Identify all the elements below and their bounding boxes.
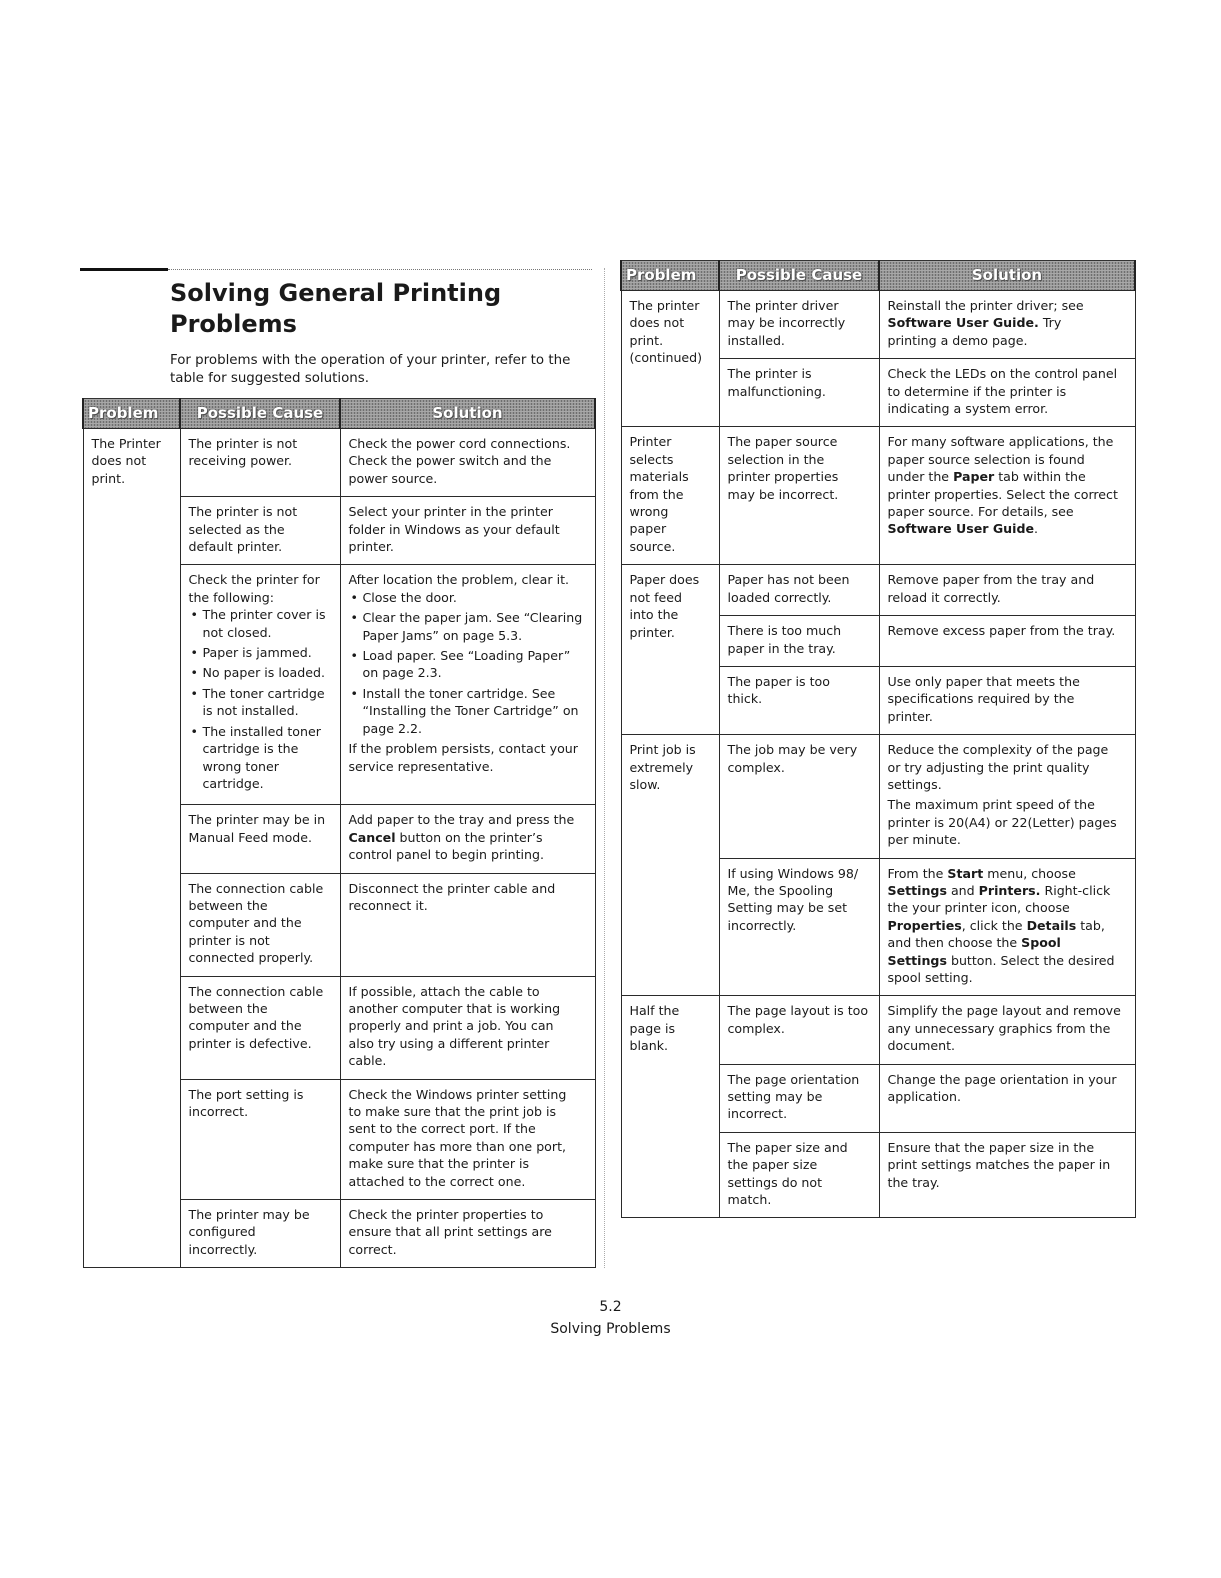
cause-cell: The connection cable between the computer and the printer is not connected properly. (180, 873, 340, 976)
cause-cell: The printer driver may be incorrectly installed. (719, 291, 879, 359)
column-divider (604, 268, 605, 1268)
intro-text: For problems with the operation of your printer, refer to the table for suggested solutions. (170, 353, 571, 386)
table-row (621, 291, 1135, 359)
solution-text: button on the printer’s control panel to begin printing. (348, 829, 545, 863)
solution-text: From the (887, 865, 948, 881)
troubleshooting-table-right (620, 260, 1136, 1218)
solution-bold-text: Spool Settings (887, 935, 1061, 968)
solution-cell: Check the power cord connections. Check the power switch and the power source. (340, 429, 595, 497)
solution-text: The maximum print speed of the printer is 20(A4) or 22(Letter) pages per minute. (887, 797, 1117, 848)
cause-cell: The printer is malfunctioning. (719, 359, 879, 427)
cause-cell: The port setting is incorrect. (180, 1079, 340, 1199)
solution-cell (340, 565, 595, 805)
solution-text: Reinstall the printer driver; see (887, 298, 1084, 313)
troubleshooting-table-left (82, 398, 596, 1268)
header-problem: Problem (83, 399, 180, 429)
header-possible-cause: Possible Cause (719, 261, 879, 291)
cause-cell: Paper has not been loaded correctly. (719, 565, 879, 616)
table-header-row (621, 261, 1135, 291)
solution-cell: Ensure that the paper size in the print settings matches the paper in the tray. (879, 1132, 1135, 1218)
solution-cell: Check the printer properties to ensure that all print settings are correct. (340, 1200, 595, 1268)
solution-text: and (946, 882, 979, 898)
problem-cell: Paper does not feed into the printer. (621, 565, 719, 735)
problem-cell: Half the page is blank. (621, 996, 719, 1218)
list-item: • The toner cartridge is not installed. (203, 685, 332, 720)
cause-intro: Check the printer for the following: (188, 572, 320, 605)
solution-cell: Remove paper from the tray and reload it correctly. (879, 565, 1135, 616)
solution-cell: If possible, attach the cable to another computer that is working properly and print a job. You can also try using a different printer cable. (340, 976, 595, 1079)
list-item: • Clear the paper jam. See “Clearing Paper Jams” on page 5.3. (363, 609, 587, 644)
cause-cell: The printer is not selected as the default printer. (180, 497, 340, 565)
header-problem: Problem (621, 261, 719, 291)
heading-rule-dotted (168, 269, 592, 270)
problem-cell: Print job is extremely slow. (621, 735, 719, 996)
header-solution: Solution (879, 261, 1135, 291)
list-item: • No paper is loaded. (203, 664, 332, 681)
solution-text: For many software applications, the paper source selection is found under the (887, 434, 1114, 485)
solution-cell: Simplify the page layout and remove any unnecessary graphics from the document. (879, 996, 1135, 1064)
cause-cell: The page orientation setting may be incorrect. (719, 1064, 879, 1132)
solution-cell (879, 735, 1135, 858)
table-row (621, 565, 1135, 616)
table-row (621, 427, 1135, 565)
section-name: Solving Problems (550, 1321, 671, 1337)
cause-cell: The printer is not receiving power. (180, 429, 340, 497)
solution-bold-text: Software User Guide (887, 521, 1035, 537)
cause-list (189, 606, 332, 792)
page-title-line2: Problems (170, 310, 297, 338)
cause-cell: The paper source selection in the printer properties may be incorrect. (719, 427, 879, 565)
solution-text: Right-click the your printer icon, choose (887, 882, 1111, 916)
solution-cell: Select your printer in the printer folder in Windows as your default printer. (340, 497, 595, 565)
page-title (170, 278, 590, 340)
header-possible-cause: Possible Cause (180, 399, 340, 429)
problem-cell: Printer selects materials from the wrong paper source. (621, 427, 719, 565)
cause-cell (180, 565, 340, 805)
solution-cell: Remove excess paper from the tray. (879, 616, 1135, 667)
solution-text: Reduce the complexity of the page or try adjusting the print quality settings. (887, 742, 1109, 792)
problem-cell: The Printer does not print. (83, 429, 180, 1268)
solution-cell (879, 858, 1135, 996)
cause-cell: There is too much paper in the tray. (719, 616, 879, 667)
solution-list (349, 589, 587, 737)
solution-text: . (1034, 521, 1039, 537)
page-number: 5.2 (599, 1299, 622, 1315)
heading-rule-black (80, 268, 168, 271)
solution-bold-text: Cancel (348, 829, 396, 845)
solution-bold-text: Printers. (978, 882, 1041, 898)
solution-bold-text: Start (947, 865, 984, 881)
cause-cell: The connection cable between the computer and the printer is defective. (180, 976, 340, 1079)
solution-outro: If the problem persists, contact your service representative. (348, 741, 578, 774)
solution-cell: Check the Windows printer setting to make sure that the print job is sent to the correct port. If the computer has more than one port, make sure that the printer is attached to the correct one. (340, 1079, 595, 1199)
list-item: • Paper is jammed. (203, 644, 332, 661)
solution-intro: After location the problem, clear it. (348, 572, 570, 588)
table-row (621, 735, 1135, 858)
solution-text: button. Select the desired spool setting. (887, 952, 1115, 985)
solution-cell: Check the LEDs on the control panel to determine if the printer is indicating a system error. (879, 359, 1135, 427)
solution-bold-text: Details (1026, 917, 1077, 933)
list-item: • Close the door. (363, 589, 587, 606)
cause-cell: If using Windows 98/ Me, the Spooling Setting may be set incorrectly. (719, 858, 879, 996)
cause-cell: The page layout is too complex. (719, 996, 879, 1064)
list-item: • The installed toner cartridge is the wrong toner cartridge. (203, 723, 332, 793)
list-item: • The printer cover is not closed. (203, 606, 332, 641)
cause-cell: The paper is too thick. (719, 666, 879, 734)
table-row (621, 996, 1135, 1064)
table-row (83, 429, 595, 497)
list-item: • Install the toner cartridge. See “Installing the Toner Cartridge” on page 2.2. (363, 685, 587, 737)
solution-text: tab, and then choose the (887, 917, 1105, 951)
solution-text: , click the (961, 917, 1027, 933)
table-header-row (83, 399, 595, 429)
solution-bold-text: Software User Guide. (887, 315, 1039, 331)
solution-cell (340, 805, 595, 873)
solution-text: Add paper to the tray and press the (348, 812, 575, 828)
solution-text: menu, choose (987, 865, 1076, 881)
solution-cell (879, 291, 1135, 359)
cause-cell: The paper size and the paper size settings do not match. (719, 1132, 879, 1218)
problem-cell: The printer does not print. (continued) (621, 291, 719, 427)
cause-cell: The printer may be in Manual Feed mode. (180, 805, 340, 873)
header-solution: Solution (340, 399, 595, 429)
solution-cell: Change the page orientation in your application. (879, 1064, 1135, 1132)
cause-cell: The job may be very complex. (719, 735, 879, 858)
solution-text: Try printing a demo page. (887, 315, 1062, 348)
solution-cell: Disconnect the printer cable and reconnect it. (340, 873, 595, 976)
list-item: • Load paper. See “Loading Paper” on page 2.3. (363, 647, 587, 682)
solution-bold-text: Properties (887, 917, 962, 933)
solution-cell (879, 427, 1135, 565)
solution-bold-text: Paper (953, 469, 995, 485)
cause-cell: The printer may be configured incorrectly. (180, 1200, 340, 1268)
page-title-line1: Solving General Printing (170, 279, 502, 307)
solution-bold-text: Settings (887, 882, 947, 898)
solution-text: tab within the printer properties. Select the correct paper source. For details, see (887, 469, 1118, 520)
solution-cell: Use only paper that meets the specifications required by the printer. (879, 666, 1135, 734)
